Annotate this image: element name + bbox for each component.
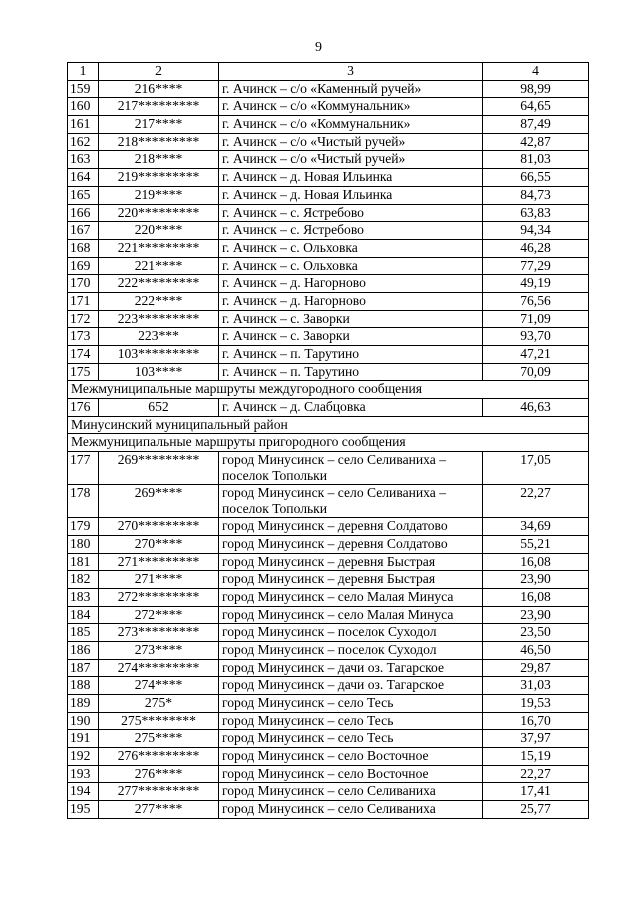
table-row: [68, 186, 589, 204]
table-row: [68, 363, 589, 381]
route-name-cell: г. Ачинск – с. Заворки: [219, 310, 483, 328]
table-row: [68, 606, 589, 624]
route-code-cell: 272*********: [99, 588, 219, 606]
table-row: [68, 535, 589, 553]
row-number-cell: 161: [68, 116, 99, 134]
table-row: [68, 98, 589, 116]
row-number-cell: 183: [68, 588, 99, 606]
row-number-cell: 168: [68, 239, 99, 257]
route-name-cell: город Минусинск – деревня Солдатово: [219, 518, 483, 536]
route-code-cell: 220****: [99, 222, 219, 240]
route-name-cell: город Минусинск – село Селиваниха – поселок Топольки: [219, 452, 483, 485]
route-code-cell: 223***: [99, 328, 219, 346]
route-name-cell: г. Ачинск – с/о «Каменный ручей»: [219, 80, 483, 98]
route-value-cell: 37,97: [483, 730, 589, 748]
table-row: [68, 641, 589, 659]
row-number-cell: 190: [68, 712, 99, 730]
row-number-cell: 180: [68, 535, 99, 553]
table-row: [68, 151, 589, 169]
route-name-cell: город Минусинск – деревня Быстрая: [219, 553, 483, 571]
route-value-cell: 76,56: [483, 292, 589, 310]
route-code-cell: 270*********: [99, 518, 219, 536]
route-value-cell: 31,03: [483, 677, 589, 695]
section-title: Межмуниципальные маршруты междугородного сообщения: [68, 381, 589, 399]
route-name-cell: город Минусинск – село Тесь: [219, 712, 483, 730]
route-value-cell: 46,50: [483, 641, 589, 659]
table-row: [68, 310, 589, 328]
table-row: [68, 801, 589, 819]
route-value-cell: 55,21: [483, 535, 589, 553]
row-number-cell: 169: [68, 257, 99, 275]
header-cell-code: 2: [99, 63, 219, 81]
row-number-cell: 165: [68, 186, 99, 204]
row-number-cell: 189: [68, 695, 99, 713]
route-code-cell: 103*********: [99, 346, 219, 364]
route-value-cell: 77,29: [483, 257, 589, 275]
row-number-cell: 193: [68, 765, 99, 783]
table-row: [68, 712, 589, 730]
route-code-cell: 271****: [99, 571, 219, 589]
route-value-cell: 22,27: [483, 485, 589, 518]
route-code-cell: 221*********: [99, 239, 219, 257]
table-row: [68, 730, 589, 748]
route-value-cell: 23,90: [483, 606, 589, 624]
row-number-cell: 195: [68, 801, 99, 819]
route-code-cell: 272****: [99, 606, 219, 624]
header-cell-value: 4: [483, 63, 589, 81]
route-code-cell: 269*********: [99, 452, 219, 485]
route-value-cell: 17,05: [483, 452, 589, 485]
route-name-cell: город Минусинск – село Тесь: [219, 730, 483, 748]
route-name-cell: г. Ачинск – с. Заворки: [219, 328, 483, 346]
row-number-cell: 192: [68, 748, 99, 766]
route-code-cell: 276*********: [99, 748, 219, 766]
table-row: [68, 452, 589, 485]
route-value-cell: 16,70: [483, 712, 589, 730]
route-value-cell: 23,50: [483, 624, 589, 642]
route-name-cell: г. Ачинск – с. Ольховка: [219, 239, 483, 257]
section-header-row: [68, 381, 589, 399]
row-number-cell: 185: [68, 624, 99, 642]
route-name-cell: г. Ачинск – с/о «Чистый ручей»: [219, 151, 483, 169]
route-value-cell: 15,19: [483, 748, 589, 766]
route-value-cell: 19,53: [483, 695, 589, 713]
route-value-cell: 46,28: [483, 239, 589, 257]
route-code-cell: 217****: [99, 116, 219, 134]
route-value-cell: 17,41: [483, 783, 589, 801]
table-row: [68, 624, 589, 642]
table-row: [68, 292, 589, 310]
row-number-cell: 159: [68, 80, 99, 98]
route-name-cell: г. Ачинск – д. Слабцовка: [219, 399, 483, 417]
route-value-cell: 81,03: [483, 151, 589, 169]
route-name-cell: город Минусинск – село Селиваниха: [219, 783, 483, 801]
table-row: [68, 553, 589, 571]
route-code-cell: 216****: [99, 80, 219, 98]
route-name-cell: г. Ачинск – д. Нагорново: [219, 292, 483, 310]
route-name-cell: город Минусинск – село Селиваниха – поселок Топольки: [219, 485, 483, 518]
route-name-cell: г. Ачинск – с. Ольховка: [219, 257, 483, 275]
table-row: [68, 695, 589, 713]
table-row: [68, 765, 589, 783]
route-name-cell: город Минусинск – деревня Солдатово: [219, 535, 483, 553]
route-code-cell: 217*********: [99, 98, 219, 116]
row-number-cell: 160: [68, 98, 99, 116]
route-code-cell: 269****: [99, 485, 219, 518]
route-value-cell: 87,49: [483, 116, 589, 134]
route-value-cell: 98,99: [483, 80, 589, 98]
table-row: [68, 485, 589, 518]
section-header-row: [68, 434, 589, 452]
route-value-cell: 66,55: [483, 169, 589, 187]
route-code-cell: 652: [99, 399, 219, 417]
route-value-cell: 23,90: [483, 571, 589, 589]
route-code-cell: 220*********: [99, 204, 219, 222]
row-number-cell: 173: [68, 328, 99, 346]
table-row: [68, 133, 589, 151]
row-number-cell: 174: [68, 346, 99, 364]
route-name-cell: город Минусинск – деревня Быстрая: [219, 571, 483, 589]
route-code-cell: 273****: [99, 641, 219, 659]
route-name-cell: г. Ачинск – с/о «Коммунальник»: [219, 116, 483, 134]
route-value-cell: 16,08: [483, 553, 589, 571]
route-code-cell: 271*********: [99, 553, 219, 571]
route-name-cell: город Минусинск – дачи оз. Тагарское: [219, 659, 483, 677]
route-code-cell: 277*********: [99, 783, 219, 801]
row-number-cell: 179: [68, 518, 99, 536]
page-number: 9: [315, 40, 322, 55]
table-row: [68, 222, 589, 240]
table-row: [68, 239, 589, 257]
route-name-cell: г. Ачинск – п. Тарутино: [219, 363, 483, 381]
route-code-cell: 275*: [99, 695, 219, 713]
row-number-cell: 175: [68, 363, 99, 381]
row-number-cell: 178: [68, 485, 99, 518]
route-name-cell: город Минусинск – дачи оз. Тагарское: [219, 677, 483, 695]
table-row: [68, 328, 589, 346]
routes-table: [67, 62, 589, 819]
route-name-cell: город Минусинск – село Селиваниха: [219, 801, 483, 819]
table-row: [68, 80, 589, 98]
route-value-cell: 42,87: [483, 133, 589, 151]
route-code-cell: 222*********: [99, 275, 219, 293]
route-code-cell: 218*********: [99, 133, 219, 151]
section-title: Межмуниципальные маршруты пригородного сообщения: [68, 434, 589, 452]
route-code-cell: 222****: [99, 292, 219, 310]
row-number-cell: 170: [68, 275, 99, 293]
table-row: [68, 677, 589, 695]
route-code-cell: 274****: [99, 677, 219, 695]
row-number-cell: 166: [68, 204, 99, 222]
row-number-cell: 163: [68, 151, 99, 169]
header-cell-route: 3: [219, 63, 483, 81]
table-row: [68, 169, 589, 187]
route-name-cell: город Минусинск – село Малая Минуса: [219, 588, 483, 606]
route-name-cell: г. Ачинск – с/о «Чистый ручей»: [219, 133, 483, 151]
route-name-cell: г. Ачинск – д. Новая Ильинка: [219, 169, 483, 187]
route-code-cell: 274*********: [99, 659, 219, 677]
row-number-cell: 186: [68, 641, 99, 659]
row-number-cell: 164: [68, 169, 99, 187]
table-row: [68, 588, 589, 606]
row-number-cell: 172: [68, 310, 99, 328]
section-title: Минусинский муниципальный район: [68, 416, 589, 434]
route-code-cell: 270****: [99, 535, 219, 553]
route-name-cell: г. Ачинск – с. Ястребово: [219, 222, 483, 240]
section-header-row: [68, 416, 589, 434]
route-value-cell: 34,69: [483, 518, 589, 536]
row-number-cell: 182: [68, 571, 99, 589]
row-number-cell: 194: [68, 783, 99, 801]
table-row: [68, 257, 589, 275]
row-number-cell: 176: [68, 399, 99, 417]
header-cell-number: 1: [68, 63, 99, 81]
route-name-cell: г. Ачинск – д. Нагорново: [219, 275, 483, 293]
table-header-row: [68, 63, 589, 81]
route-name-cell: г. Ачинск – п. Тарутино: [219, 346, 483, 364]
route-name-cell: город Минусинск – поселок Суходол: [219, 641, 483, 659]
route-name-cell: г. Ачинск – с. Ястребово: [219, 204, 483, 222]
route-value-cell: 47,21: [483, 346, 589, 364]
table-row: [68, 204, 589, 222]
route-value-cell: 22,27: [483, 765, 589, 783]
route-code-cell: 275****: [99, 730, 219, 748]
table-row: [68, 116, 589, 134]
route-code-cell: 218****: [99, 151, 219, 169]
table-row: [68, 346, 589, 364]
table-row: [68, 275, 589, 293]
row-number-cell: 187: [68, 659, 99, 677]
route-value-cell: 64,65: [483, 98, 589, 116]
route-code-cell: 219****: [99, 186, 219, 204]
route-code-cell: 221****: [99, 257, 219, 275]
route-value-cell: 16,08: [483, 588, 589, 606]
route-value-cell: 71,09: [483, 310, 589, 328]
route-code-cell: 276****: [99, 765, 219, 783]
row-number-cell: 184: [68, 606, 99, 624]
row-number-cell: 191: [68, 730, 99, 748]
row-number-cell: 171: [68, 292, 99, 310]
route-value-cell: 84,73: [483, 186, 589, 204]
row-number-cell: 181: [68, 553, 99, 571]
route-name-cell: г. Ачинск – с/о «Коммунальник»: [219, 98, 483, 116]
route-value-cell: 70,09: [483, 363, 589, 381]
route-value-cell: 25,77: [483, 801, 589, 819]
route-value-cell: 93,70: [483, 328, 589, 346]
table-row: [68, 659, 589, 677]
route-name-cell: г. Ачинск – д. Новая Ильинка: [219, 186, 483, 204]
table-row: [68, 518, 589, 536]
route-name-cell: город Минусинск – село Восточное: [219, 765, 483, 783]
route-code-cell: 223*********: [99, 310, 219, 328]
route-code-cell: 219*********: [99, 169, 219, 187]
route-name-cell: город Минусинск – село Восточное: [219, 748, 483, 766]
route-code-cell: 275********: [99, 712, 219, 730]
route-name-cell: город Минусинск – село Малая Минуса: [219, 606, 483, 624]
route-code-cell: 277****: [99, 801, 219, 819]
row-number-cell: 167: [68, 222, 99, 240]
row-number-cell: 162: [68, 133, 99, 151]
route-value-cell: 63,83: [483, 204, 589, 222]
route-name-cell: город Минусинск – поселок Суходол: [219, 624, 483, 642]
table-row: [68, 571, 589, 589]
route-name-cell: город Минусинск – село Тесь: [219, 695, 483, 713]
table-row: [68, 399, 589, 417]
route-code-cell: 103****: [99, 363, 219, 381]
route-value-cell: 49,19: [483, 275, 589, 293]
row-number-cell: 188: [68, 677, 99, 695]
table-row: [68, 748, 589, 766]
route-code-cell: 273*********: [99, 624, 219, 642]
route-value-cell: 94,34: [483, 222, 589, 240]
row-number-cell: 177: [68, 452, 99, 485]
route-value-cell: 46,63: [483, 399, 589, 417]
table-row: [68, 783, 589, 801]
route-value-cell: 29,87: [483, 659, 589, 677]
